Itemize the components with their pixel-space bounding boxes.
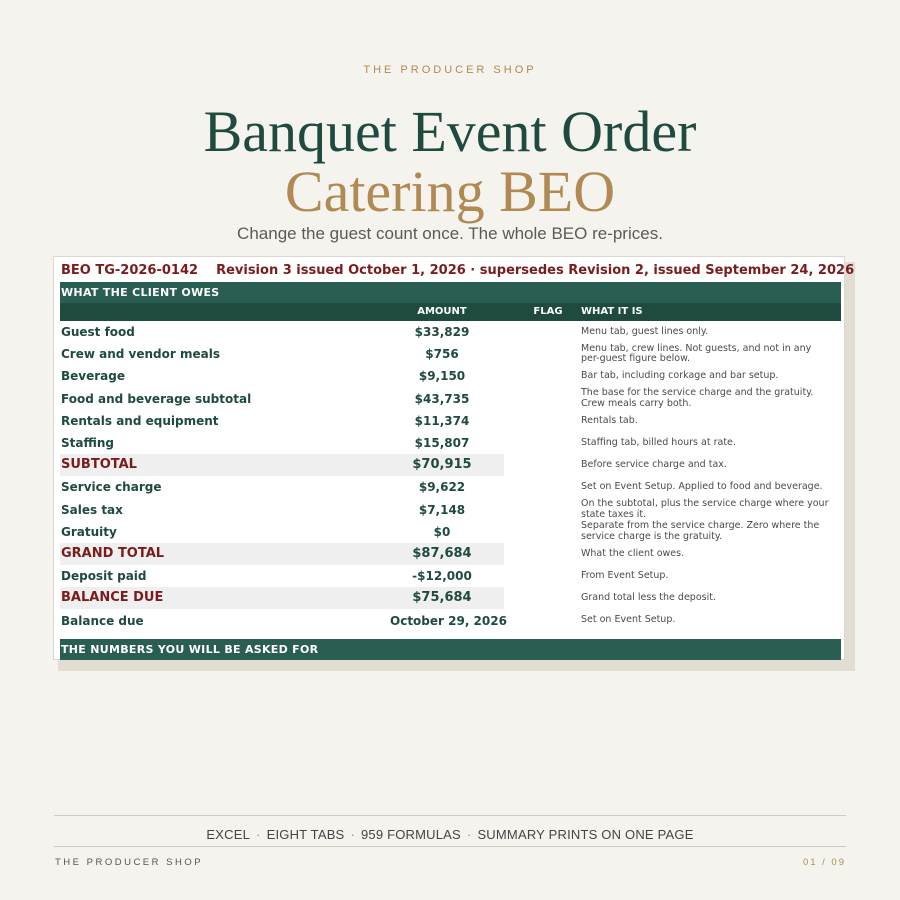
row-label: SUBTOTAL [61, 457, 137, 473]
row-amount: $15,807 [414, 436, 470, 450]
table-row [60, 432, 841, 454]
row-label: Service charge [61, 480, 162, 495]
row-description: Menu tab, guest lines only. [581, 325, 709, 337]
row-label: BALANCE DUE [61, 590, 164, 606]
column-header-flag: FLAG [533, 306, 563, 317]
spec-item: SUMMARY PRINTS ON ONE PAGE [477, 827, 694, 842]
row-label: Gratuity [61, 524, 117, 539]
row-description: What the client owes. [581, 547, 685, 559]
row-amount: -$12,000 [412, 569, 472, 584]
table-row [60, 543, 841, 565]
row-amount: $0 [433, 524, 451, 539]
row-amount: $75,684 [412, 590, 472, 606]
row-label: Beverage [61, 369, 125, 384]
row-description: Menu tab, crew lines. Not guests, and not in any per-guest figure below. [581, 342, 812, 365]
section-header-client-owes: WHAT THE CLIENT OWES [60, 282, 841, 303]
row-description: Set on Event Setup. Applied to food and beverage. [581, 481, 823, 493]
table-row [60, 388, 841, 410]
table-row [60, 365, 841, 387]
sheet-heading [61, 263, 854, 278]
row-amount: October 29, 2026 [390, 613, 507, 628]
row-description: Staffing tab, billed hours at rate. [581, 436, 736, 448]
row-amount: $33,829 [414, 325, 470, 339]
row-amount: $9,150 [418, 369, 466, 384]
table-row [60, 587, 841, 609]
column-header-amount: AMOUNT [417, 306, 467, 317]
table-row [60, 565, 841, 587]
column-headers [60, 303, 841, 321]
row-label: Sales tax [61, 502, 123, 517]
spec-separator: · [466, 827, 472, 842]
row-description: On the subtotal, plus the service charge where your state taxes it. [581, 498, 829, 520]
revision-note: Revision 3 issued October 1, 2026 · supersedes Revision 2, issued September 24, 2026 [216, 263, 855, 278]
page-title: Banquet Event Order [203, 99, 697, 164]
column-header-what: WHAT IT IS [581, 306, 643, 317]
row-label: Guest food [61, 325, 135, 339]
table-row [60, 321, 841, 343]
spec-separator: · [256, 827, 261, 842]
table-row [60, 610, 841, 632]
footer-divider-bottom [54, 846, 846, 847]
row-label: Deposit paid [61, 569, 147, 584]
row-label: Crew and vendor meals [61, 347, 220, 362]
row-amount: $756 [425, 347, 459, 362]
footer-divider-top [54, 815, 846, 816]
row-label: Food and beverage subtotal [61, 391, 252, 406]
row-label: Rentals and equipment [61, 413, 219, 428]
tagline: Change the guest count once. The whole BEO re-prices. [237, 224, 663, 243]
row-amount: $7,148 [418, 502, 466, 517]
row-amount: $43,735 [414, 391, 470, 406]
row-label: Balance due [61, 613, 144, 628]
footer-brand: THE PRODUCER SHOP [55, 857, 204, 868]
table-row [60, 521, 841, 543]
table-row [60, 499, 841, 521]
brand-header: THE PRODUCER SHOP [363, 64, 537, 76]
table-row [60, 410, 841, 432]
row-description: From Event Setup. [581, 569, 669, 581]
page-subtitle: Catering BEO [284, 159, 616, 224]
row-description: Before service charge and tax. [581, 458, 727, 470]
row-amount: $87,684 [412, 546, 472, 561]
row-amount: $11,374 [414, 413, 470, 428]
row-description: Grand total less the deposit. [581, 592, 716, 604]
row-description: The base for the service charge and the gratuity. Crew meals carry both. [581, 387, 814, 409]
table-row [60, 476, 841, 498]
row-description: Rentals tab. [581, 414, 638, 426]
beo-sheet [53, 256, 855, 660]
spec-separator: · [350, 827, 355, 842]
table-row [60, 454, 841, 476]
row-description: Bar tab, including corkage and bar setup. [581, 370, 779, 382]
row-description: Separate from the service charge. Zero where the service charge is the gratuity. [581, 520, 820, 542]
spec-item: EXCEL [206, 827, 251, 842]
row-label: GRAND TOTAL [61, 546, 165, 561]
row-amount: $70,915 [412, 457, 472, 473]
spec-item: 959 FORMULAS [360, 827, 461, 842]
spec-item: EIGHT TABS [266, 827, 345, 842]
row-label: Staffing [61, 436, 114, 450]
row-description: Set on Event Setup. [581, 614, 676, 626]
table-row [60, 343, 841, 365]
row-amount: $9,622 [418, 480, 466, 495]
beo-id: BEO TG-2026-0142 [61, 263, 199, 278]
footer-specs [0, 827, 900, 842]
page-number: 01 / 09 [802, 857, 846, 868]
section-header-numbers: THE NUMBERS YOU WILL BE ASKED FOR [60, 639, 841, 660]
